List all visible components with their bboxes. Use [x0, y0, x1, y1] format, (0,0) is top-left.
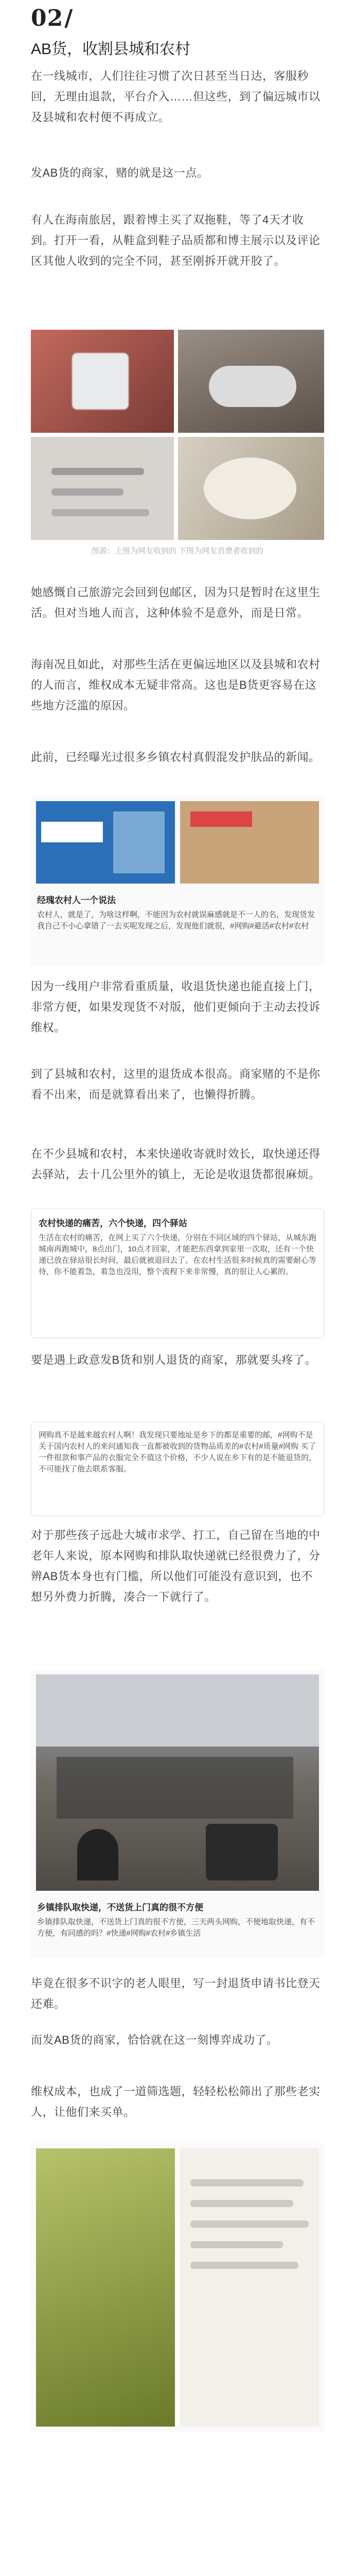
paragraph: 维权成本，也成了一道筛选题，轻轻松松筛出了那些老实人，让他们来买单。	[31, 2085, 321, 2119]
photo-letter	[180, 2148, 319, 2427]
screenshot-card-4	[31, 1669, 324, 1958]
photo-box	[31, 330, 174, 433]
photo-slipper	[178, 330, 324, 433]
photo-collage	[31, 330, 324, 540]
paragraph: 到了县城和农村，这里的退货成本很高。商家赌的不是你看不出来，而是就算看出来了，也懒得折腾。	[31, 1067, 321, 1101]
photo-label	[31, 437, 174, 540]
card-title: 经瑰农村人一个说法	[37, 895, 116, 905]
paragraph: 在不少县城和农村，本来快递收寄就时效长，取快递还得去驿站，去十几公里外的镇上，无论是收退货都很麻烦。	[31, 1147, 321, 1181]
card-title: 乡镇排队取快递，不送货上门真的很不方便	[37, 1903, 203, 1912]
video-thumb	[36, 801, 175, 884]
section-title: AB货，收割县城和农村	[31, 41, 191, 58]
card-title: 农村快递的痛苦，六个快递，四个驿站	[39, 1218, 187, 1228]
screenshot-card-2	[31, 1208, 324, 1338]
card-text: 网购真不是越来越农村人啊！我发现只要地址是乡下的都是重要的邮，#网购不是关于国内农村人的来问通知我一直都被收到的货物品质差的#农村#质量#网购 买了一件很款和事产品的衣服完全不值这个价格，不少人说在乡下有的是不能退货的，不可能找了他去联系客服。	[39, 1431, 316, 1473]
paragraph: 在一线城市，人们往往习惯了次日甚至当日达，客服秒回，无理由退款，平台介入……但这些，到了偏远城市以及县城和农村便不再成立。	[31, 70, 321, 124]
paragraph: 对于那些孩子远赴大城市求学、打工，自己留在当地的中老年人来说，原本网购和排队取快递就已经很费力了，分辨AB货本身也有门槛，所以他们可能没有意识到，也不想另外费力折腾，凑合一下就行了。	[31, 1529, 321, 1603]
screenshot-card-3	[31, 1422, 324, 1516]
video-thumb	[180, 801, 319, 884]
photo-queue	[36, 1674, 319, 1891]
paragraph: 有人在海南旅居，跟着博主买了双拖鞋，等了4天才收到。打开一看，从鞋盒到鞋子品质都和博主展示以及评论区其他人收到的完全不同，甚至刚拆开就开胶了。	[31, 213, 321, 267]
card-text: 生活在农村的痛苦，在网上买了六个快递，分别在不同区域的四个驿站，从城东跑城南再跑城中，8点出门，10点才回家，才能把东西拿到家里一次取，还有一个快递已放在驿站很长时间，最后就被退回去了。在农村生活很多时候真的需要耐心等待，你不能着急，着急也没用，整个流程下来非常慢，真的很让人心累的。	[39, 1233, 316, 1276]
photo-bottom	[31, 2143, 324, 2432]
image-caption: 图源：上图为网友收到的 下图为网友消费者收到的	[91, 547, 264, 555]
paragraph: 此前，已经曝光过很多乡镇农村真假混发护肤品的新闻。	[31, 751, 321, 764]
card-text: 乡镇排队取快递，不送货上门真的很不方便，三天两头网购，不便地取快递，有不方便，有同感的吗？#快递#网购#农村#乡镇生活	[37, 1918, 315, 1938]
paragraph: 毕竟在很多不识字的老人眼里，写一封退货申请书比登天还难。	[31, 1977, 321, 2010]
paragraph: 因为一线用户非常看重质量，收退货快递也能直接上门，非常方便，如果发现货不对版，他们更倾向于主动去投诉维权。	[31, 980, 321, 1034]
paragraph: 发AB货的商家，赌的就是这一点。	[31, 166, 209, 179]
paragraph: 她感慨自己旅游完会回到包邮区，因为只是暂时在这里生活。但对当地人而言，这种体验不是意外，而是日常。	[31, 586, 321, 619]
photo-clothes	[36, 2148, 175, 2427]
screenshot-card-1	[31, 796, 324, 966]
card-text: 农村人，就是了，为啥这样啊，不能因为农村就误麻感就是不一人的名，发现货发我自己不小心拿错了一去买呢发现之后，发现他们就很，#网购#避活#农村#农村	[37, 910, 315, 930]
photo-sole	[178, 437, 324, 540]
section-number: 02/	[31, 5, 74, 31]
paragraph: 海南况且如此，对那些生活在更偏远地区以及县城和农村的人而言，维权成本无疑非常高。这也是B货更容易在这些地方泛滥的原因。	[31, 658, 321, 712]
paragraph: 而发AB货的商家，恰恰就在这一刻博弈成功了。	[31, 2033, 278, 2046]
paragraph: 要是遇上政意发B货和别人退货的商家，那就要头疼了。	[31, 1353, 317, 1366]
